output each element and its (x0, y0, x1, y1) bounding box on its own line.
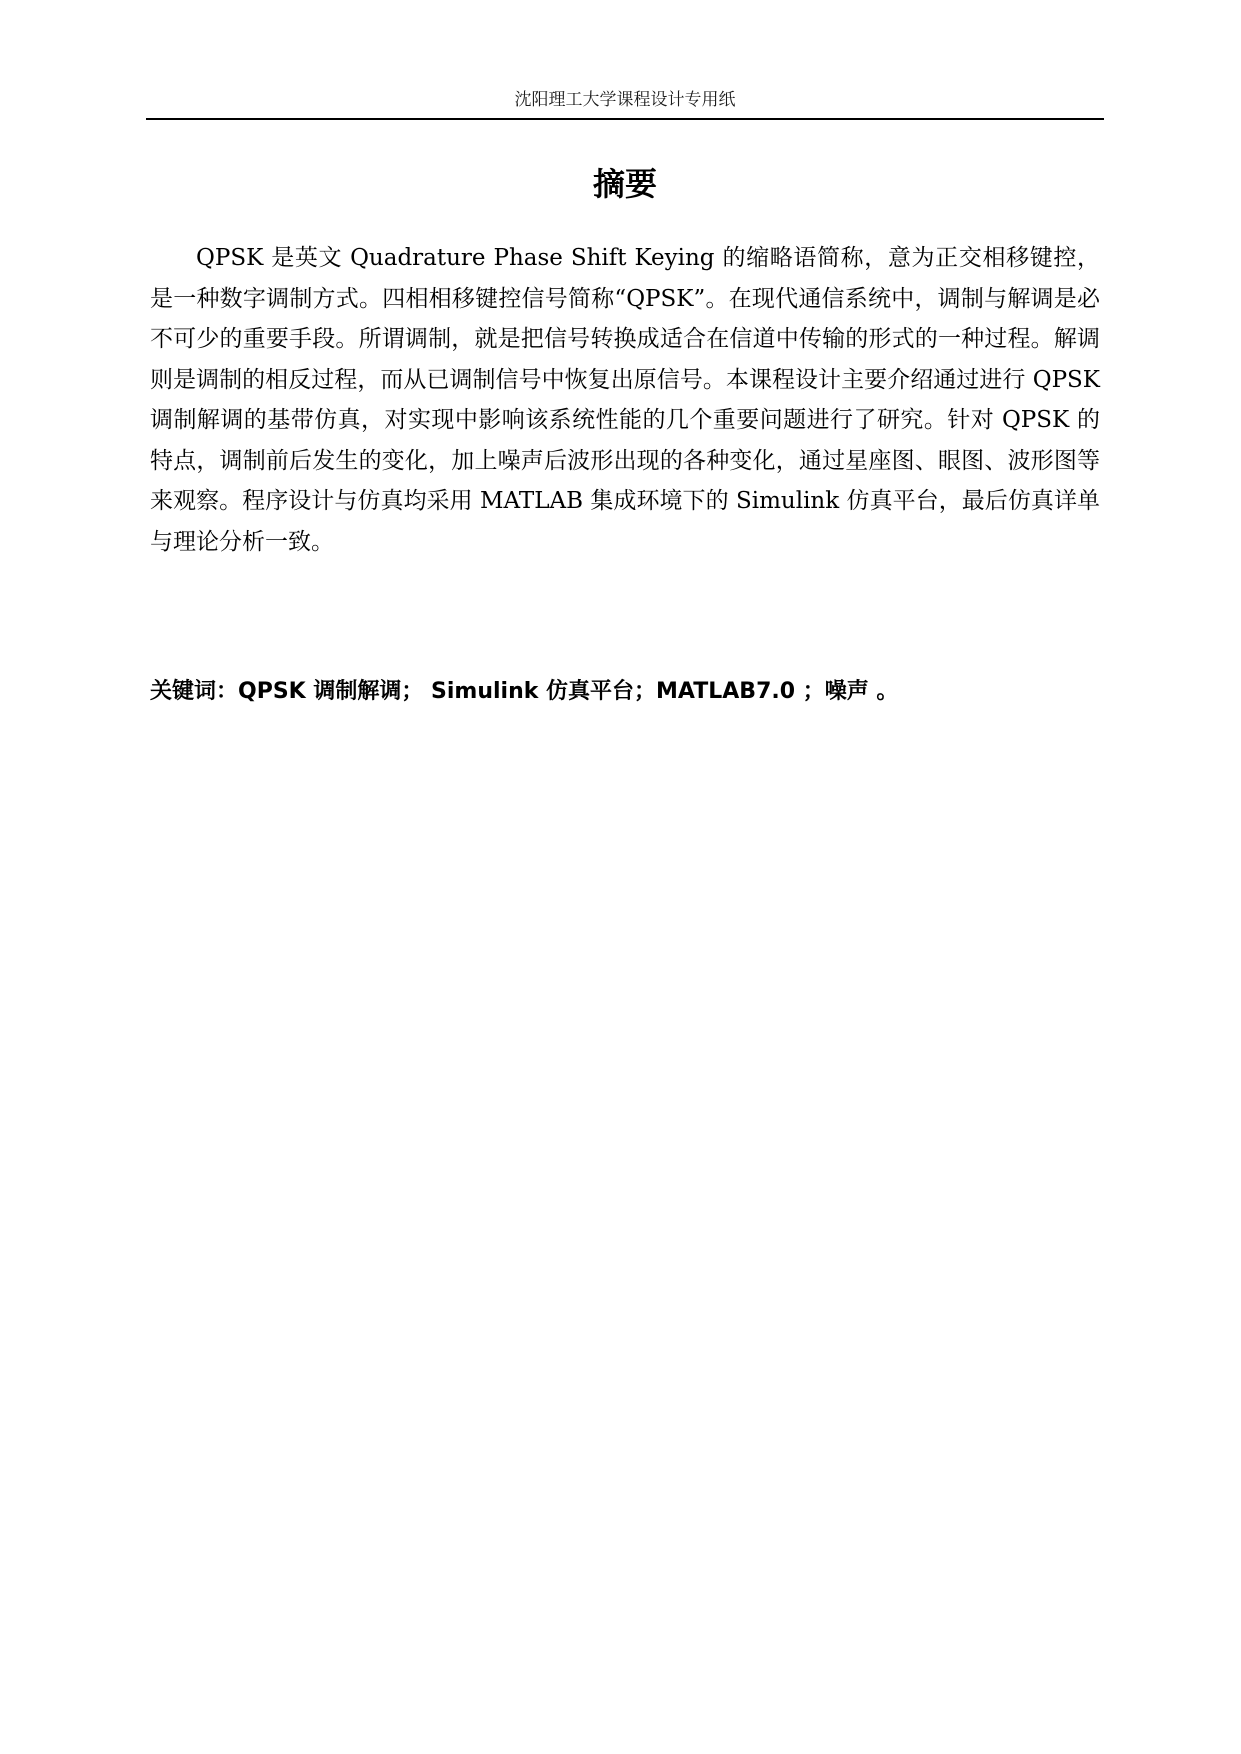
page-header (146, 86, 1104, 120)
page-title: 摘要 (592, 165, 657, 203)
abstract-paragraph: QPSK 是英文 Quadrature Phase Shift Keying 的缩略语简称，意为正交相移键控，是一种数字调制方式。四相相移键控信号简称“QPSK”。在现代通信系统中，调制与解调是必不可少的重要手段。所谓调制，就是把信号转换成适合在信道中传输的形式的一种过程。解调则是调制的相反过程，而从已调制信号中恢复出原信号。本课程设计主要介绍通过进行 QPSK 调制解调的基带仿真，对实现中影响该系统性能的几个重要问题进行了研究。针对 QPSK 的特点，调制前后发生的变化，加上噪声后波形出现的各种变化，通过星座图、眼图、波形图等来观察。程序设计与仿真均采用 MATLAB 集成环境下的 Simulink 仿真平台，最后仿真详单与理论分析一致。 (150, 245, 1100, 555)
header-text: 沈阳理工大学课程设计专用纸 (514, 90, 736, 110)
keywords-line: 关键词：QPSK 调制解调； Simulink 仿真平台；MATLAB7.0 ；噪声 。 (150, 679, 899, 704)
